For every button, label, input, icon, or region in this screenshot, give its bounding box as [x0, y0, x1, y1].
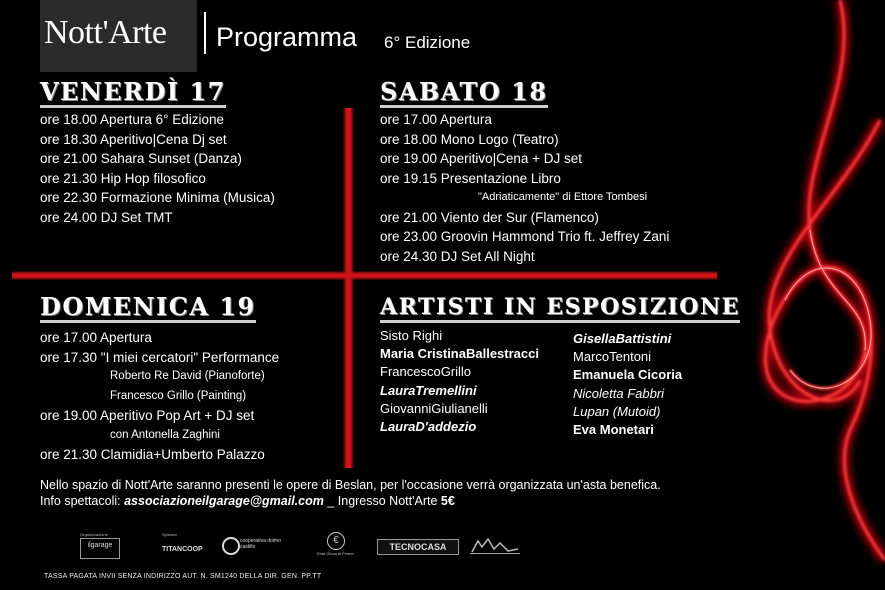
sponsor-logo-ilgarage: ilgarage — [80, 538, 120, 559]
schedule-item: ore 21.30 Hip Hop filosofico — [40, 170, 206, 186]
artist-name: Sisto Righi — [380, 328, 443, 343]
footer-info — [40, 494, 455, 508]
domenica-schedule — [40, 328, 279, 465]
schedule-subitem: "Adriaticamente" di Ettore Tombesi — [478, 191, 648, 203]
artist-name: Emanuela Cicoria — [573, 367, 683, 383]
red-cross-horizontal — [12, 271, 717, 280]
schedule-item: ore 21.00 Sahara Sunset (Danza) — [40, 151, 242, 166]
schedule-subitem: con Antonella Zaghini — [110, 428, 220, 441]
schedule-item: ore 24.00 DJ Set TMT — [40, 209, 173, 225]
schedule-item: ore 21.00 Viento der Sur (Flamenco) — [380, 209, 599, 225]
artist-name: MarcoTentoni — [573, 349, 652, 365]
schedule-item: ore 19.00 Aperitivo|Cena + DJ set — [380, 151, 582, 166]
artist-name: GisellaBattistini — [573, 331, 672, 346]
artist-name: Nicoletta Fabbri — [573, 385, 665, 401]
sponsor-icon-cooperativa — [222, 537, 240, 555]
sponsor-logo-cooperativa: cooperativa dolmo castillo — [240, 538, 281, 550]
sponsor-logo-tecnocasa: TECNOCASA — [377, 539, 459, 555]
artist-name: FrancescoGrillo — [380, 364, 472, 380]
venerdi-title: VENERDÌ 17 — [40, 77, 226, 106]
edizione-label: 6° Edizione — [384, 33, 471, 52]
info-label: Info spettacoli: — [40, 494, 121, 508]
schedule-item: ore 18.00 Mono Logo (Teatro) — [380, 131, 559, 147]
skyline-icon — [470, 535, 520, 553]
schedule-item: ore 23.00 Groovin Hammond Trio ft. Jeffrey Zani — [380, 229, 670, 244]
organizzazione-label: Organizzazione — [80, 532, 108, 537]
schedule-item: ore 19.00 Aperitivo Pop Art + DJ set — [40, 408, 255, 423]
ingresso-label: _ Ingresso Nott'Arte — [327, 494, 438, 508]
ingresso-price: 5€ — [440, 494, 455, 508]
artist-name: LauraTremellini — [380, 382, 477, 398]
sponsor-label: Sponsor — [162, 532, 177, 537]
artist-name: Maria CristinaBallestracci — [380, 346, 539, 362]
artisti-title: ARTISTI IN ESPOSIZIONE — [380, 294, 740, 323]
sponsor-logo-titancoop: TITANCOOP — [162, 546, 203, 553]
schedule-item: ore 18.00 Apertura 6° Edizione — [40, 112, 225, 127]
red-cross-vertical — [343, 108, 354, 468]
artisti-col2 — [573, 330, 682, 439]
schedule-item: ore 19.15 Presentazione Libro — [380, 170, 561, 186]
logo: Nott'Arte — [44, 14, 167, 51]
schedule-item: ore 24.30 DJ Set All Night — [380, 248, 535, 264]
domenica-title: DOMENICA 19 — [40, 292, 256, 321]
schedule-item: ore 17.30 "I miei cercatori" Performance — [40, 349, 280, 365]
schedule-item: ore 22.30 Formazione Minima (Musica) — [40, 190, 275, 205]
schedule-subitem: Francesco Grillo (Painting) — [110, 389, 247, 402]
schedule-item: ore 17.00 Apertura — [40, 330, 152, 345]
programma-title: Programma — [216, 22, 358, 52]
schedule-item: ore 17.00 Apertura — [380, 112, 492, 127]
header-divider — [204, 12, 206, 54]
sabato-schedule — [380, 110, 669, 266]
artist-name: Lupan (Mutoid) — [573, 403, 661, 419]
footer-note: Nello spazio di Nott'Arte saranno presenti le opere di Beslan, per l'occasione verrà organizzata un'asta benefica. — [40, 478, 661, 492]
contact-email[interactable]: associazioneilgarage@gmail.com — [124, 494, 324, 508]
artist-name: GiovanniGiulianelli — [380, 400, 488, 416]
artist-name: Eva Monetari — [573, 422, 654, 438]
sponsor-logo-ente-giova: Ente Giova di Fermo — [317, 551, 354, 556]
schedule-subitem: Roberto Re David (Pianoforte) — [110, 370, 265, 382]
venerdi-schedule — [40, 110, 275, 227]
ente-giova-icon: € — [327, 532, 345, 550]
artisti-col1 — [380, 327, 539, 436]
schedule-item: ore 18.30 Aperitivo|Cena Dj set — [40, 131, 227, 147]
artist-name: LauraD'addezio — [380, 419, 477, 435]
schedule-item: ore 21.30 Clamidia+Umberto Palazzo — [40, 447, 265, 462]
sponsor-logo-unknown — [470, 535, 520, 554]
tassa-notice: TASSA PAGATA INVII SENZA INDIRIZZO AUT. N. SM1240 DELLA DIR. GEN. PP.TT — [44, 573, 322, 580]
sabato-title: SABATO 18 — [380, 77, 548, 106]
